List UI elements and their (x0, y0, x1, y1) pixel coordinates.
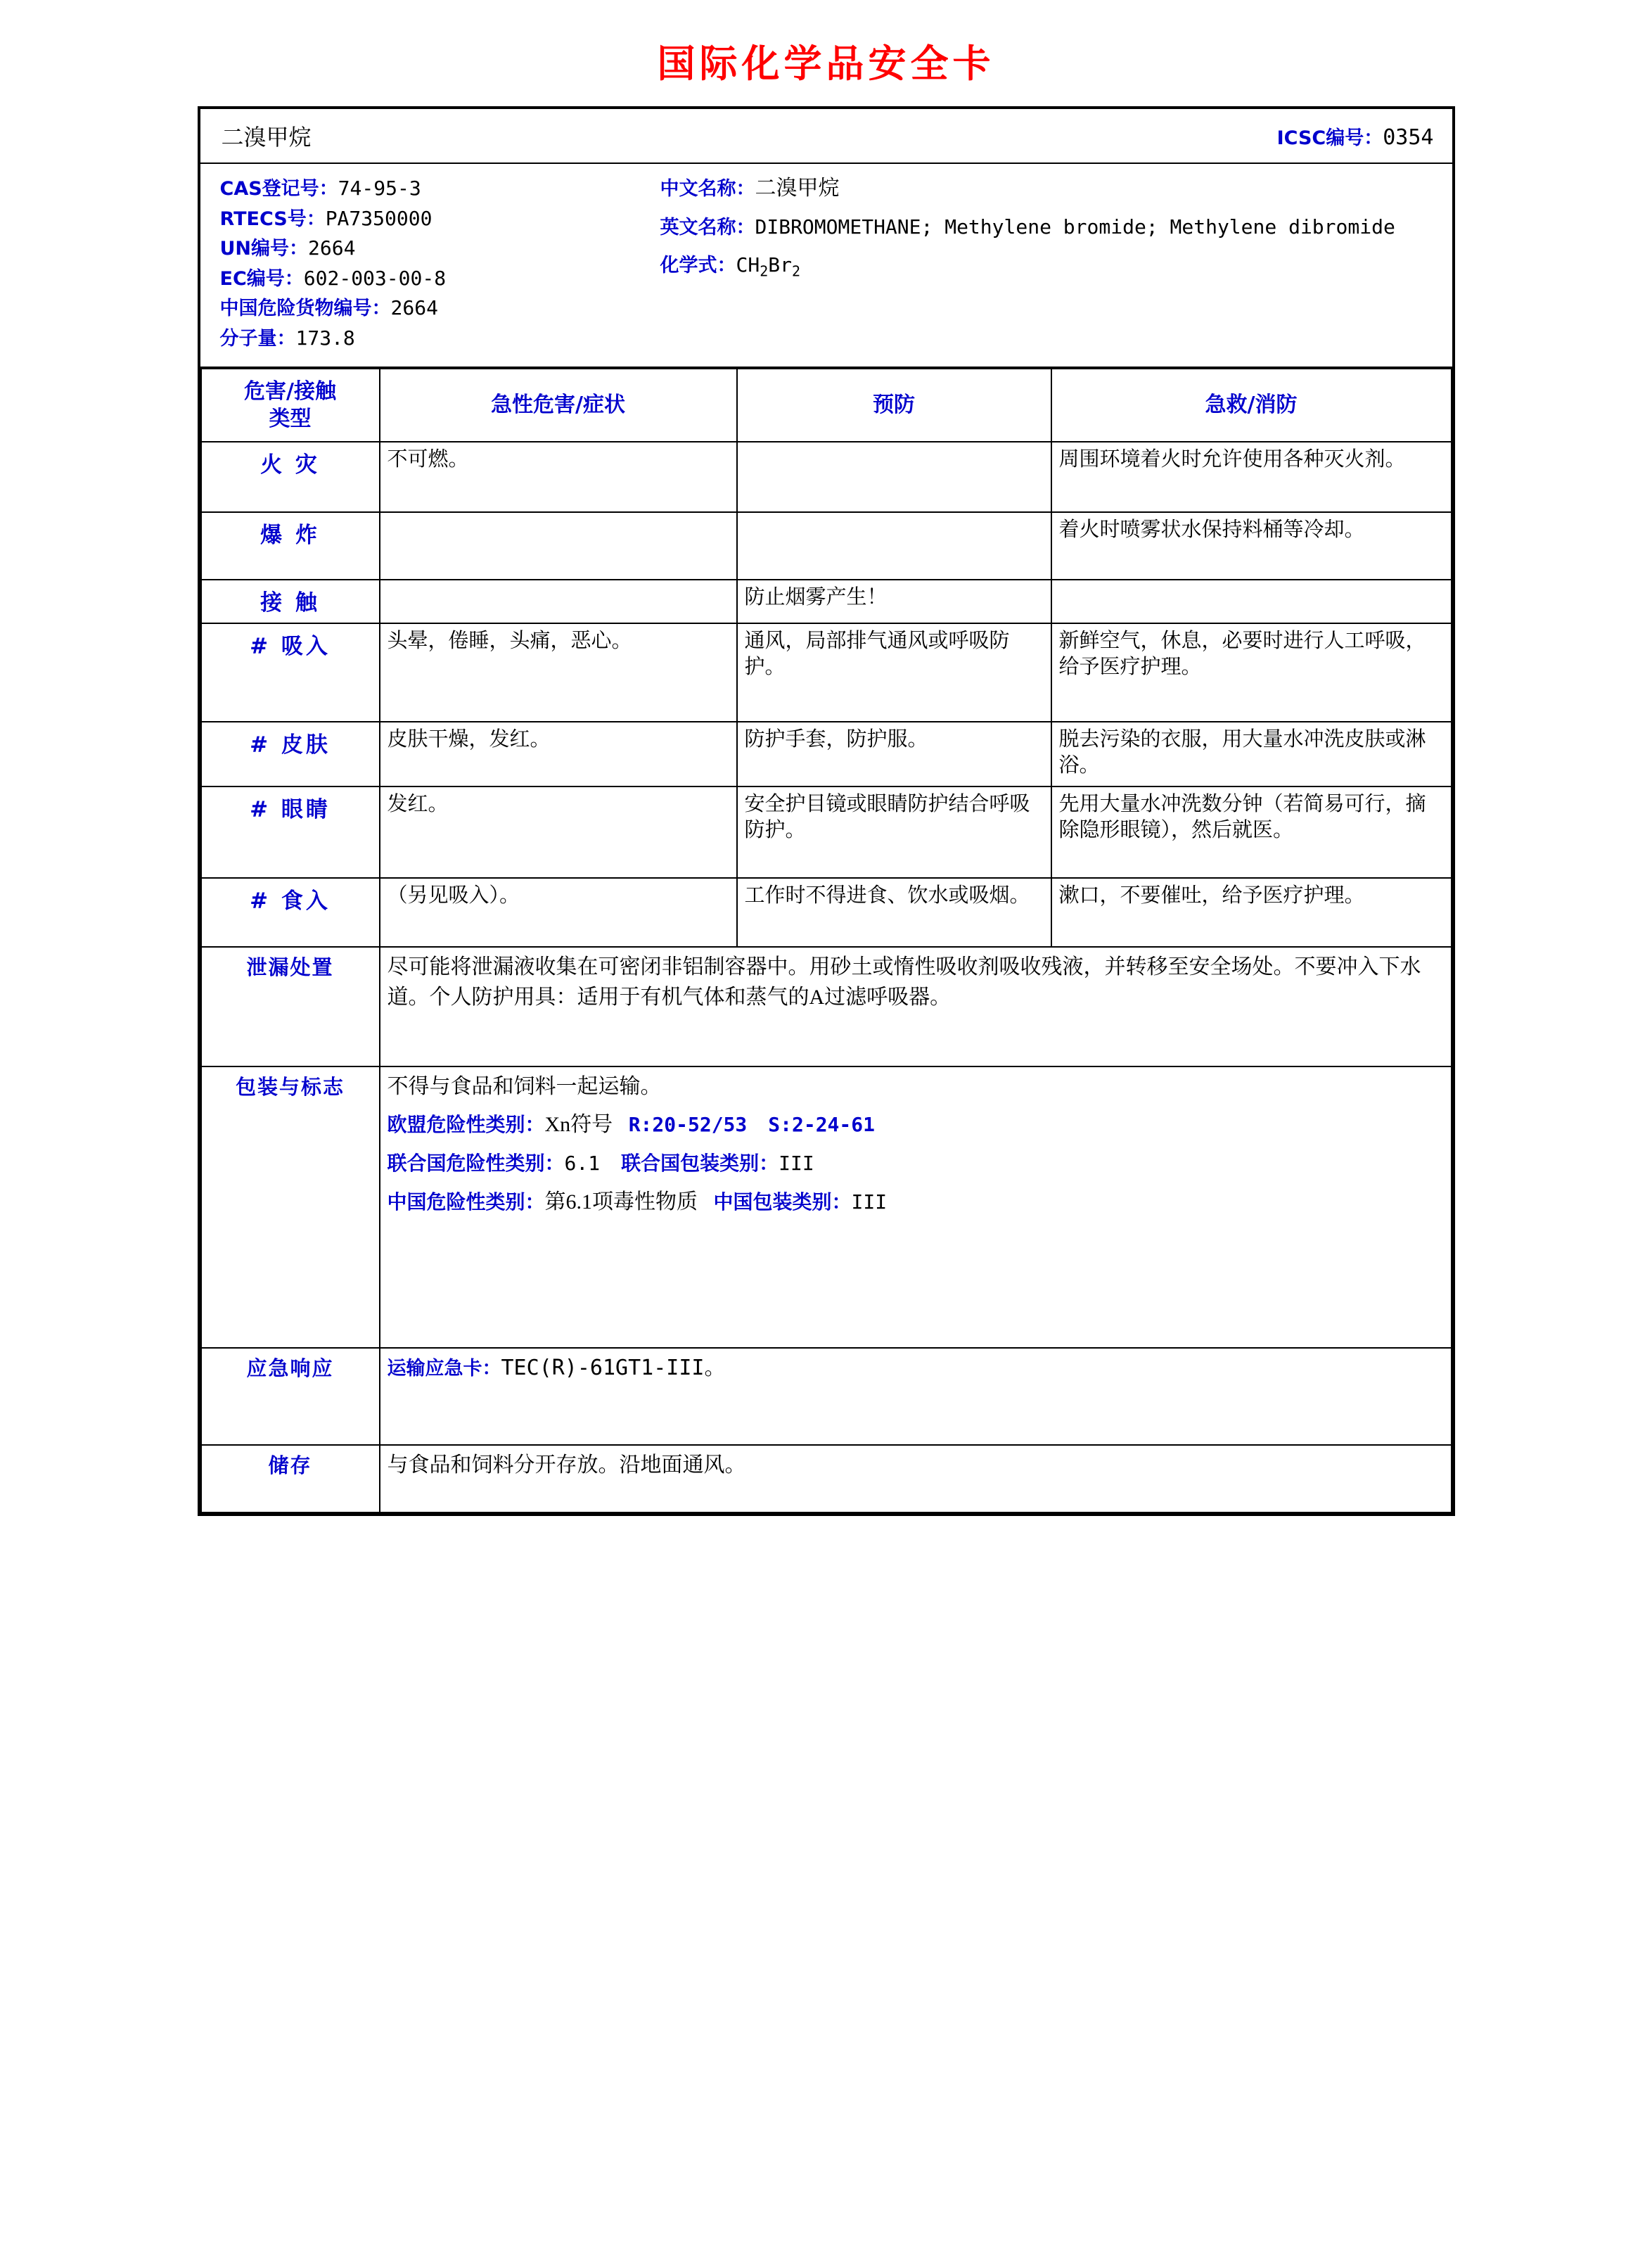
table-row (201, 623, 1452, 722)
row-explosion-acute (380, 512, 737, 580)
un-value: 2664 (308, 236, 356, 260)
table-row (201, 1066, 1452, 1348)
header-acute: 急性危害/症状 (380, 369, 737, 442)
cas-value: 74-95-3 (338, 177, 421, 200)
cn-class-label: 中国危险性类别： (387, 1190, 545, 1214)
formula-value: $CH_2Br_2$ (736, 253, 801, 280)
header-firstaid: 急救/消防 (1051, 369, 1452, 442)
cn-packing-group-value: III (851, 1190, 888, 1214)
eu-s-phrases: S:2-24-61 (768, 1113, 875, 1137)
china-dangerous-goods-label: 中国危险货物编号： (219, 298, 391, 320)
substance-name: 二溴甲烷 (221, 125, 312, 150)
row-skin-acute: 皮肤干燥，发红。 (380, 722, 737, 786)
row-fire-firstaid: 周围环境着火时允许使用各种灭火剂。 (1051, 442, 1452, 512)
packaging-text: 不得与食品和饲料一起运输。 (387, 1074, 662, 1098)
identification-left (200, 174, 651, 354)
row-eyes-firstaid: 先用大量水冲洗数分钟（若简易可行，摘除隐形眼镜），然后就医。 (1051, 786, 1452, 878)
header-type-line1: 危害/接触 (244, 378, 336, 404)
molecular-weight-label: 分子量： (219, 327, 296, 350)
rtecs-label: RTECS号： (219, 208, 326, 230)
ec-value: 602-003-00-8 (303, 266, 447, 290)
icsc-number-block (1277, 122, 1452, 150)
row-ingestion-acute: （另见吸入）。 (380, 878, 737, 947)
row-emergency-cell (380, 1348, 1452, 1445)
row-label-eyes: # 眼睛 (201, 786, 380, 878)
row-label-fire: 火 灾 (201, 442, 380, 512)
table-row (201, 947, 1452, 1066)
row-inhalation-firstaid: 新鲜空气，休息，必要时进行人工呼吸，给予医疗护理。 (1051, 623, 1452, 722)
row-storage-text: 与食品和饲料分开存放。沿地面通风。 (380, 1445, 1452, 1512)
row-label-exposure: 接 触 (201, 580, 380, 623)
identification-right (651, 174, 1452, 354)
cn-name-line (660, 174, 1452, 204)
table-row (201, 512, 1452, 580)
un-label: UN编号： (219, 238, 309, 260)
row-inhalation-prevention: 通风，局部排气通风或呼吸防护。 (737, 623, 1051, 722)
ec-line (220, 264, 651, 294)
row-eyes-acute: 发红。 (380, 786, 737, 878)
packaging-eu-line (388, 1109, 1444, 1140)
un-packing-group-value: III (779, 1152, 814, 1176)
row-label-inhalation: # 吸入 (201, 623, 380, 722)
eu-r-phrases: R:20-52/53 (628, 1113, 748, 1137)
hazards-table (200, 368, 1452, 1513)
molecular-weight-value: 173.8 (295, 326, 355, 350)
row-label-skin: # 皮肤 (201, 722, 380, 786)
row-skin-prevention: 防护手套，防护服。 (737, 722, 1051, 786)
header-prevention: 预防 (737, 369, 1051, 442)
row-exposure-firstaid (1051, 580, 1452, 623)
rtecs-line (220, 204, 651, 234)
eu-class-label: 欧盟危险性类别： (387, 1113, 545, 1137)
card-header (200, 109, 1452, 164)
cas-line (220, 174, 651, 204)
row-fire-prevention (737, 442, 1051, 512)
packaging-un-line (388, 1147, 1444, 1179)
transport-emergency-card-label: 运输应急卡： (387, 1357, 501, 1380)
molecular-weight-line (220, 324, 651, 354)
ec-label: EC编号： (219, 267, 304, 290)
table-row (201, 878, 1452, 947)
icsc-label: ICSC编号： (1276, 127, 1383, 149)
formula-line (660, 250, 1452, 281)
cas-label: CAS登记号： (219, 178, 338, 200)
identification-block (200, 164, 1452, 368)
row-eyes-prevention: 安全护目镜或眼睛防护结合呼吸防护。 (737, 786, 1051, 878)
row-fire-acute: 不可燃。 (380, 442, 737, 512)
row-inhalation-acute: 头晕，倦睡，头痛，恶心。 (380, 623, 737, 722)
table-row (201, 786, 1452, 878)
header-type-line2: 类型 (269, 406, 312, 431)
table-header-row (201, 369, 1452, 442)
row-label-explosion: 爆 炸 (201, 512, 380, 580)
row-label-emergency: 应急响应 (201, 1348, 380, 1445)
china-dangerous-goods-value: 2664 (390, 296, 438, 320)
row-explosion-firstaid: 着火时喷雾状水保持料桶等冷却。 (1051, 512, 1452, 580)
en-name-value: DIBROMOMETHANE; Methylene bromide; Methylene dibromide (755, 215, 1395, 238)
table-row (201, 1348, 1452, 1445)
row-label-ingestion: # 食入 (201, 878, 380, 947)
row-explosion-prevention (737, 512, 1051, 580)
cn-name-label: 中文名称： (660, 178, 755, 200)
cn-class-value: 第6.1项毒性物质 (544, 1190, 698, 1214)
table-row (201, 442, 1452, 512)
icsc-number: 0354 (1383, 125, 1434, 150)
row-exposure-acute (380, 580, 737, 623)
row-label-spill: 泄漏处置 (201, 947, 380, 1066)
rtecs-value: PA7350000 (325, 206, 433, 230)
formula-label: 化学式： (660, 255, 736, 277)
un-packing-group-label: 联合国包装类别： (621, 1152, 779, 1176)
row-exposure-prevention: 防止烟雾产生！ (737, 580, 1051, 623)
row-ingestion-prevention: 工作时不得进食、饮水或吸烟。 (737, 878, 1051, 947)
table-row (201, 1445, 1452, 1512)
en-name-label: 英文名称： (660, 216, 755, 238)
row-ingestion-firstaid: 漱口，不要催吐，给予医疗护理。 (1051, 878, 1452, 947)
eu-class-value: Xn符号 (544, 1113, 613, 1137)
icsc-card (198, 106, 1455, 1516)
packaging-cn-line (388, 1186, 1444, 1218)
row-label-packaging: 包装与标志 (201, 1066, 380, 1348)
row-label-storage: 储存 (201, 1445, 380, 1512)
un-class-value: 6.1 (564, 1152, 601, 1176)
row-skin-firstaid: 脱去污染的衣服，用大量水冲洗皮肤或淋浴。 (1051, 722, 1452, 786)
table-row (201, 722, 1452, 786)
page-title: 国际化学品安全卡 (657, 42, 995, 86)
transport-emergency-card-value: TEC(R)-61GT1-III。 (501, 1355, 726, 1380)
table-row (201, 580, 1452, 623)
row-packaging-cell (380, 1066, 1452, 1348)
header-type (201, 369, 380, 442)
un-line (220, 234, 651, 264)
row-spill-text: 尽可能将泄漏液收集在可密闭非铝制容器中。用砂土或惰性吸收剂吸收残液，并转移至安全场处。不要冲入下水道。个人防护用具：适用于有机气体和蒸气的A过滤呼吸器。 (380, 947, 1452, 1066)
china-dangerous-goods-line (220, 293, 651, 324)
en-name-line (660, 212, 1452, 243)
un-class-label: 联合国危险性类别： (387, 1152, 565, 1176)
cn-name-value: 二溴甲烷 (755, 177, 840, 200)
cn-packing-group-label: 中国包装类别： (713, 1190, 852, 1214)
